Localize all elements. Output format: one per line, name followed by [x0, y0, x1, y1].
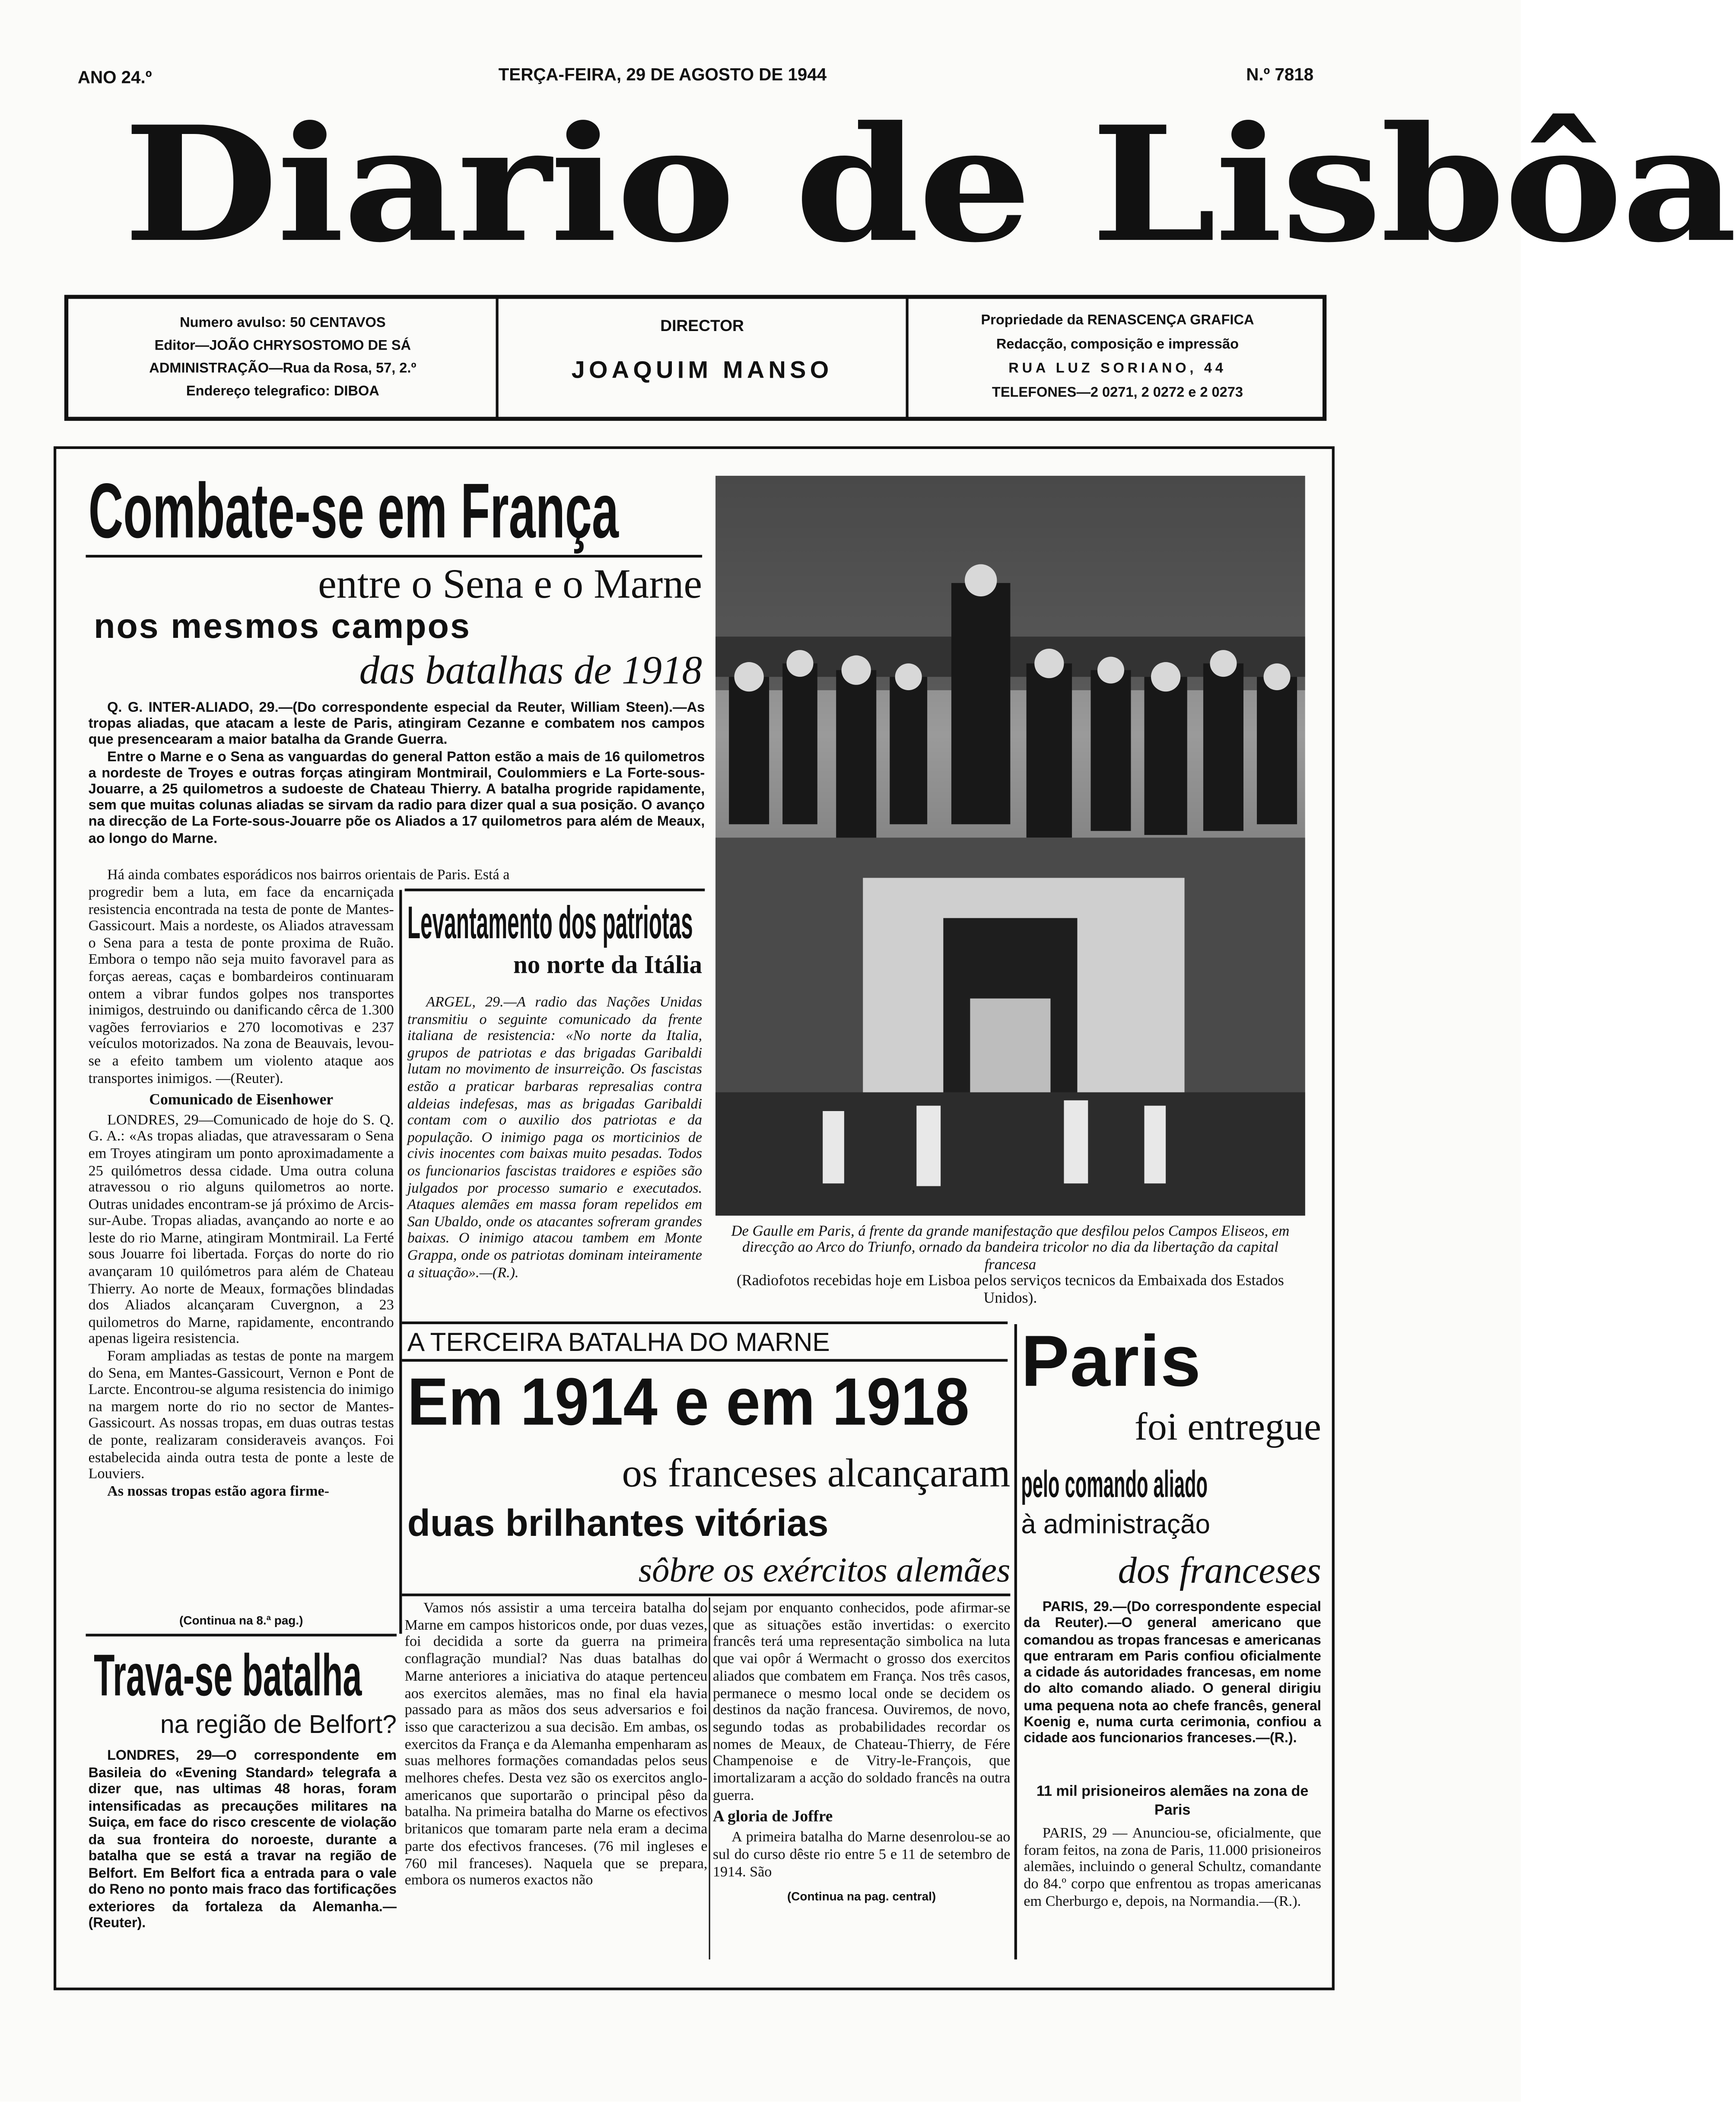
printing-text: Redacção, composição e impressão	[996, 336, 1239, 353]
communique-p2: Foram ampliadas as testas de ponte na margem do Sena, em Mantes-Gassicourt, Vernon e Pont de Larcte. Encontrou-se alguma resistencia do inimigo na margem norte do rio no sector de Mantes-Gassicourt. As nossas tropas, em duas outras testas de ponte, realizaram consideraveis avanços. Foi estabelecida ainda outra testa de ponte a leste de Louviers.	[88, 1348, 394, 1483]
ownership-text: Propriedade da RENASCENÇA GRAFICA	[981, 312, 1254, 328]
sub-belfort: na região de Belfort?	[160, 1711, 397, 1740]
joffre-text: A primeira batalha do Marne desenrolou-se ao sul do curso dêste rio entre 5 e 11 de setembro de 1914. São	[712, 1829, 1011, 1880]
combate-body-full	[89, 867, 705, 884]
marne-col2	[713, 1600, 1010, 1906]
year-label: ANO 24.º	[77, 67, 152, 87]
photo-de-gaulle	[715, 476, 1305, 1216]
headline-combate: Combate-se em França	[88, 468, 619, 555]
info-left	[75, 312, 490, 404]
communique-p1: LONDRES, 29—Comunicado de hoje do S. Q. G. A.: «As tropas aliadas, que atravessaram o Sena em Troyes atingiram um ponto aproximadamente a 25 quilómetros dessa cidade. Uma outra coluna atravessou o rio alguns quilometros ao norte. Outras unidades encontram-se já próximo de Arcis-sur-Aube. Tropas aliadas, avançando ao norte e ao leste do rio Marne, atingiram Montmirail. La Ferté sous Jouarre foi libertada. Forças do norte do rio avançaram 10 quilómetros para além de Chateau Thierry. Ao norte de Meaux, formações blindadas dos Aliados alcançaram Cuvergnon, a 23 quilometros do Marne, rapidamente, encontrando apenas ligeira resistencia.	[88, 1112, 394, 1348]
sub-foi-entregue: foi entregue	[1134, 1406, 1321, 1449]
issue-number: N.º 7818	[1246, 64, 1314, 85]
continues-combate: (Continua na 8.ª pag.)	[179, 1613, 303, 1627]
headline-paris: Paris	[1021, 1321, 1202, 1402]
lead-combate	[89, 700, 705, 847]
headline-levantamento: Levantamento dos patriotas	[407, 898, 693, 949]
address-text: RUA LUZ SORIANO, 44	[1008, 360, 1227, 377]
marne-col1: Vamos nós assistir a uma terceira batalha do Marne em campos historicos onde, por duas vezes, foi decidida a sorte da guerra na primeira conflagração mundial? Nas duas batalhas do Marne anteriores a iniciativa do ataque pertenceu aos exercitos alemães, mas no final ela havia passado para as mãos dos seus adversarios e foi isso que caracterizou a sua decisão. Em ambas, os exercitos da França e da Alemanha empenharam as suas melhores formações comandadas pelos seus melhores chefes. Desta vez são os exercitos anglo-americanos que suportarão o principal pêso da batalha. Na primeira batalha do Marne os efectivos britanicos que tomaram parte nela eram a decima parte dos efectivos franceses. (76 mil ingleses e 760 mil franceses). Naquela que se prepara, embora os numeros exactos não	[404, 1600, 708, 1889]
sub-sena-marne: entre o Sena e o Marne	[318, 560, 703, 607]
sub-batalhas-1918: das batalhas de 1918	[359, 649, 703, 693]
date-label: TERÇA-FEIRA, 29 DE AGOSTO DE 1944	[498, 64, 827, 85]
headline-trava-se: Trava-se batalha	[94, 1643, 362, 1709]
sub-duas-vitorias: duas brilhantes vitórias	[407, 1502, 829, 1544]
sub-joffre: A gloria de Joffre	[712, 1807, 833, 1826]
continues-marne: (Continua na pag. central)	[787, 1890, 936, 1904]
telegraph-text: Endereço telegrafico: DIBOA	[186, 383, 379, 400]
sub-norte-italia: no norte da Itália	[513, 951, 703, 980]
masthead-title: Diario de Lisbôa	[123, 91, 1736, 277]
photo-credit: (Radiofotos recebidas hoje em Lisboa pelos serviços tecnicos da Embaixada dos Estados Unidos).	[736, 1273, 1284, 1307]
lead-paragraph: Q. G. INTER-ALIADO, 29.—(Do correspondente especial da Reuter, William Steen).—As tropas aliadas, que atacam a leste de Paris, atingiram Cezanne e combatem nos campos que presencearam a maior batalha da Grande Guerra.	[88, 699, 705, 748]
director-name: JOAQUIM MANSO	[571, 356, 833, 383]
combate-body-left	[89, 885, 394, 1500]
photo-caption: De Gaulle em Paris, á frente da grande manifestação que desfilou pelos Campos Eliseos, em direcção ao Arco do Triunfo, ornado da bandeira tricolor no dia da libertação da capital francesa	[731, 1223, 1290, 1273]
price-text: Numero avulso: 50 CENTAVOS	[180, 315, 386, 331]
belfort-body: LONDRES, 29—O correspondente em Basileia do «Evening Standard» telegrafa a dizer que, nas ultimas 48 horas, foram intensificadas as precauções militares na Suiça, em face do risco crescente de violação da sua fronteira do noroeste, durante a batalha que se está a travar na região de Belfort. Em Belfort fica a entrada para o vale do Reno no ponto mais fraco das fortificações exteriores da fortaleza da Alemanha.—(Reuter).	[88, 1749, 397, 1931]
paris-body: PARIS, 29.—(Do correspondente especial da Reuter).—O general americano que comandou as tropas francesas e americanas que entraram em Paris confiou oficialmente a cidade ás autoridades francesas, em nome do alto comando aliado. O general dirigiu uma pequena nota ao chefe francês, general Koenig e, numa curta cerimonia, confiou a cidade aos funcionarios franceses.—(R.).	[1024, 1600, 1321, 1747]
sub-prisioneiros: 11 mil prisioneiros alemães na zona de Paris	[1036, 1784, 1309, 1819]
communique-p3: As nossas tropas estão agora firme-	[107, 1483, 329, 1500]
sub-communique: Comunicado de Eisenhower	[149, 1092, 334, 1109]
sub-exercitos-alemaes: sôbre os exércitos alemães	[638, 1551, 1011, 1590]
administration-text: ADMINISTRAÇÃO—Rua da Rosa, 57, 2.º	[149, 360, 417, 377]
photo-image	[715, 476, 1305, 1216]
sub-mesmos-campos: nos mesmos campos	[94, 605, 471, 646]
phones-text: TELEFONES—2 0271, 2 0272 e 2 0273	[992, 385, 1243, 401]
sub-franceses-alcancaram: os franceses alcançaram	[622, 1451, 1011, 1496]
combate-body-text: progredir bem a luta, em face da encarniçada resistencia encontrada na testa de ponte de Mantes-Gassicourt. Mais a nordeste, os Aliados atravessam o Sena para a testa de ponte proxima de Ruão. Embora o tempo não seja muito favoravel para as forças aereas, caças e bombardeiros continuaram ontem a vibrar fundos golpes nos transportes inimigos, destruindo ou danificando cêrca de 1.300 vagões ferroviarios e 270 locomotivas e 237 veículos motorizados. Na zona de Beauvais, levou-se a efeito tambem um violento ataque aos transportes inimigos. —(Reuter).	[88, 884, 394, 1086]
combate-body-line: Há ainda combates esporádicos nos bairros orientais de Paris. Está a	[107, 867, 510, 883]
director-label: DIRECTOR	[660, 316, 744, 335]
info-right	[914, 308, 1321, 404]
sub-administracao: à administração	[1021, 1510, 1211, 1540]
sub-comando-aliado: pelo comando aliado	[1021, 1463, 1208, 1505]
sub-dos-franceses: dos franceses	[1118, 1551, 1321, 1592]
headline-1914-1918: Em 1914 e em 1918	[407, 1364, 970, 1440]
marne-col2-text: sejam por enquanto conhecidos, pode afirmar-se que as situações estão invertidas: o exercito francês terá uma representação simbolica na luta que vai opôr á Wermacht o grosso dos exercitos aliados que combatem em França. Nos três casos, permanece o mesmo local onde se decidem os destinos da nação francesa. Ouviremos, de novo, segundo todas as probabilidades recordar os nomes de Meaux, de Chateau-Thierry, de Fére Champenoise e de Vitry-le-François, que imortalizaram a acção do soldado francês na outra guerra.	[712, 1600, 1011, 1804]
prisoners-body: PARIS, 29 — Anunciou-se, oficialmente, que foram feitos, na zona de Paris, 11.000 prisioneiros alemães, incluindo o general Schultz, comandante do 84.º corpo que enfrentou as tropas americanas em Cherburgo e, depois, na Normandia.—(R.).	[1024, 1825, 1321, 1910]
lead-paragraph-2: Entre o Marne e o Sena as vanguardas do general Patton estão a mais de 16 quilometros a nordeste de Troyes e outras forças atingiram Montmirail, Coulommiers e La Forte-sous-Jouarre, a 25 quilometros a sudoeste de Chateau Thierry. A batalha progride rapidamente, sem que muitas colunas aliadas se sirvam da radio para dizer qual a sua posição. O avanço na direcção de La Forte-sous-Jouarre põe os Aliados a 17 quilometros para além de Meaux, ao longo do Marne.	[88, 748, 705, 847]
kicker-marne: A TERCEIRA BATALHA DO MARNE	[407, 1328, 830, 1358]
editor-text: Editor—JOÃO CHRYSOSTOMO DE SÁ	[154, 338, 411, 354]
italy-body: ARGEL, 29.—A radio das Nações Unidas transmitiu o seguinte comunicado da frente italiana de resistencia: «No norte da Italia, grupos de patriotas e das brigadas Garibaldi lutam no movimento de insurreição. Os fascistas estão a praticar barbaras represalias contra aldeias indefesas, mas as brigadas Garibaldi contam com o auxilio dos patriotas e da população. O inimigo paga os morticinios de civis inocentes com baixas muito pesadas. Todos os funcionarios fascistas traidores e espiões são julgados por processo sumario e executados. Ataques alemães em massa foram repelidos em San Ubaldo, onde os atacantes sofreram grandes baixas. O inimigo atacou tambem em Monte Grappa, onde os patriotas dominam inteiramente a situação».—(R.).	[407, 994, 703, 1281]
